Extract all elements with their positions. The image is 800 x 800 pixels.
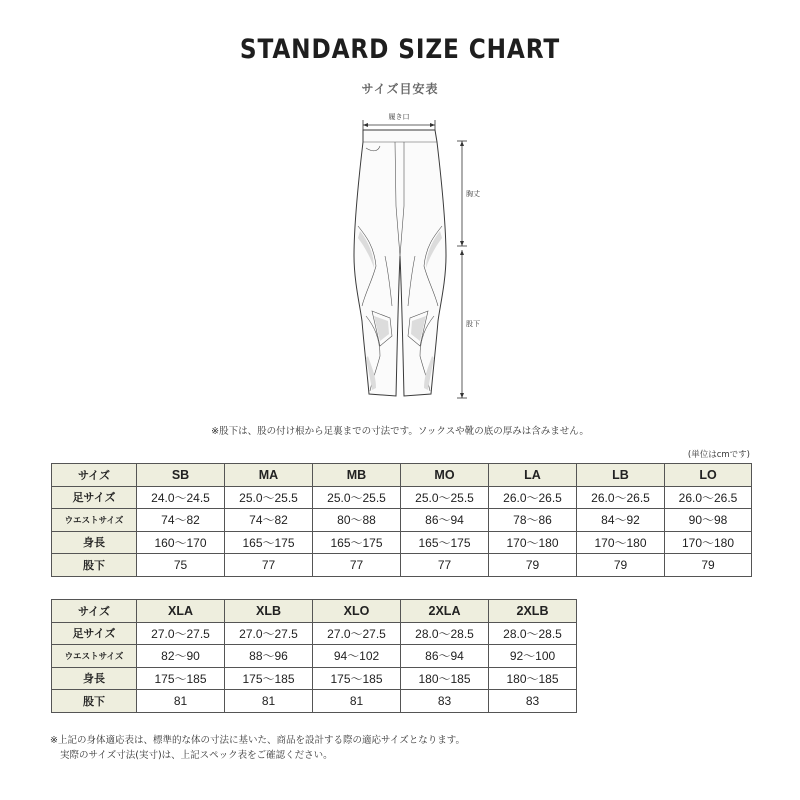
page-title: STANDARD SIZE CHART	[239, 34, 561, 65]
table-cell: 81	[137, 690, 225, 713]
table-cell: 26.0～26.5	[489, 486, 577, 509]
table-cell: 28.0～28.5	[401, 622, 489, 645]
table-cell: 83	[489, 690, 577, 713]
row-label-waist: ウエストサイズ	[52, 645, 137, 668]
column-header: MB	[313, 464, 401, 487]
column-header: LA	[489, 464, 577, 487]
inseam-label: 股下	[466, 320, 480, 328]
table-cell: 165～175	[313, 531, 401, 554]
table-cell: 90～98	[665, 509, 752, 532]
table-row	[52, 486, 752, 509]
column-header: XLB	[225, 600, 313, 623]
table-cell: 75	[137, 554, 225, 577]
table-cell: 170～180	[577, 531, 665, 554]
table-row	[52, 554, 752, 577]
column-header: MA	[225, 464, 313, 487]
disclaimer-line-1: ※上記の身体適応表は、標準的な体の寸法に基いた、商品を設計する際の適応サイズとなります。	[50, 735, 465, 746]
size-table-2	[51, 599, 577, 713]
table-cell: 83	[401, 690, 489, 713]
table-row	[52, 667, 577, 690]
table-cell: 160～170	[137, 531, 225, 554]
row-label-inseam: 股下	[52, 554, 137, 577]
column-header: MO	[401, 464, 489, 487]
table-row	[52, 622, 577, 645]
table-cell: 81	[313, 690, 401, 713]
table-cell: 27.0～27.5	[225, 622, 313, 645]
table-cell: 25.0～25.5	[401, 486, 489, 509]
table-cell: 74～82	[225, 509, 313, 532]
table-cell: 81	[225, 690, 313, 713]
column-header: SB	[137, 464, 225, 487]
tights-diagram	[300, 106, 500, 416]
row-label-foot: 足サイズ	[52, 486, 137, 509]
row-label-waist: ウエストサイズ	[52, 509, 137, 532]
table-cell: 165～175	[225, 531, 313, 554]
table-cell: 26.0～26.5	[665, 486, 752, 509]
table-cell: 165～175	[401, 531, 489, 554]
tights-outline	[354, 130, 446, 396]
table-cell: 79	[489, 554, 577, 577]
table-cell: 82～90	[137, 645, 225, 668]
table-cell: 94～102	[313, 645, 401, 668]
column-header: 2XLA	[401, 600, 489, 623]
table-cell: 88～96	[225, 645, 313, 668]
disclaimer-line-2: 実際のサイズ寸法(実寸)は、上記スペック表をご確認ください。	[60, 750, 333, 761]
table-cell: 25.0～25.5	[225, 486, 313, 509]
column-header: LB	[577, 464, 665, 487]
table-cell: 180～185	[401, 667, 489, 690]
row-label-size: サイズ	[52, 600, 137, 623]
page-subtitle: サイズ目安表	[361, 82, 439, 96]
table-cell: 80～88	[313, 509, 401, 532]
unit-note: (単位はcmです)	[687, 450, 750, 460]
table-cell: 79	[665, 554, 752, 577]
row-label-inseam: 股下	[52, 690, 137, 713]
table-row	[52, 464, 752, 487]
table-cell: 180～185	[489, 667, 577, 690]
table-row	[52, 645, 577, 668]
table-cell: 92～100	[489, 645, 577, 668]
table-cell: 79	[577, 554, 665, 577]
table-cell: 25.0～25.5	[313, 486, 401, 509]
table-cell: 86～94	[401, 645, 489, 668]
row-label-height: 身長	[52, 667, 137, 690]
table-cell: 77	[313, 554, 401, 577]
table-row	[52, 509, 752, 532]
chest-label: 胸丈	[466, 190, 480, 198]
table-cell: 78～86	[489, 509, 577, 532]
table-cell: 26.0～26.5	[577, 486, 665, 509]
table-cell: 77	[401, 554, 489, 577]
table-cell: 175～185	[313, 667, 401, 690]
table-row	[52, 600, 577, 623]
table-cell: 170～180	[489, 531, 577, 554]
table-cell: 27.0～27.5	[313, 622, 401, 645]
table-cell: 170～180	[665, 531, 752, 554]
column-header: LO	[665, 464, 752, 487]
row-label-height: 身長	[52, 531, 137, 554]
table-cell: 24.0～24.5	[137, 486, 225, 509]
table-row	[52, 531, 752, 554]
column-header: XLO	[313, 600, 401, 623]
table-cell: 86～94	[401, 509, 489, 532]
column-header: XLA	[137, 600, 225, 623]
table-cell: 175～185	[225, 667, 313, 690]
column-header: 2XLB	[489, 600, 577, 623]
inseam-note: ※股下は、股の付け根から足裏までの寸法です。ソックスや靴の底の厚みは含みません。	[211, 426, 589, 437]
row-label-size: サイズ	[52, 464, 137, 487]
table-cell: 28.0～28.5	[489, 622, 577, 645]
row-label-foot: 足サイズ	[52, 622, 137, 645]
table-cell: 84～92	[577, 509, 665, 532]
disclaimer-note	[50, 733, 465, 763]
waist-label: 履き口	[388, 113, 410, 121]
table-cell: 77	[225, 554, 313, 577]
size-table-1	[51, 463, 752, 577]
table-cell: 74～82	[137, 509, 225, 532]
table-row	[52, 690, 577, 713]
table-cell: 175～185	[137, 667, 225, 690]
table-cell: 27.0～27.5	[137, 622, 225, 645]
waist-measure-arrow	[363, 120, 435, 130]
